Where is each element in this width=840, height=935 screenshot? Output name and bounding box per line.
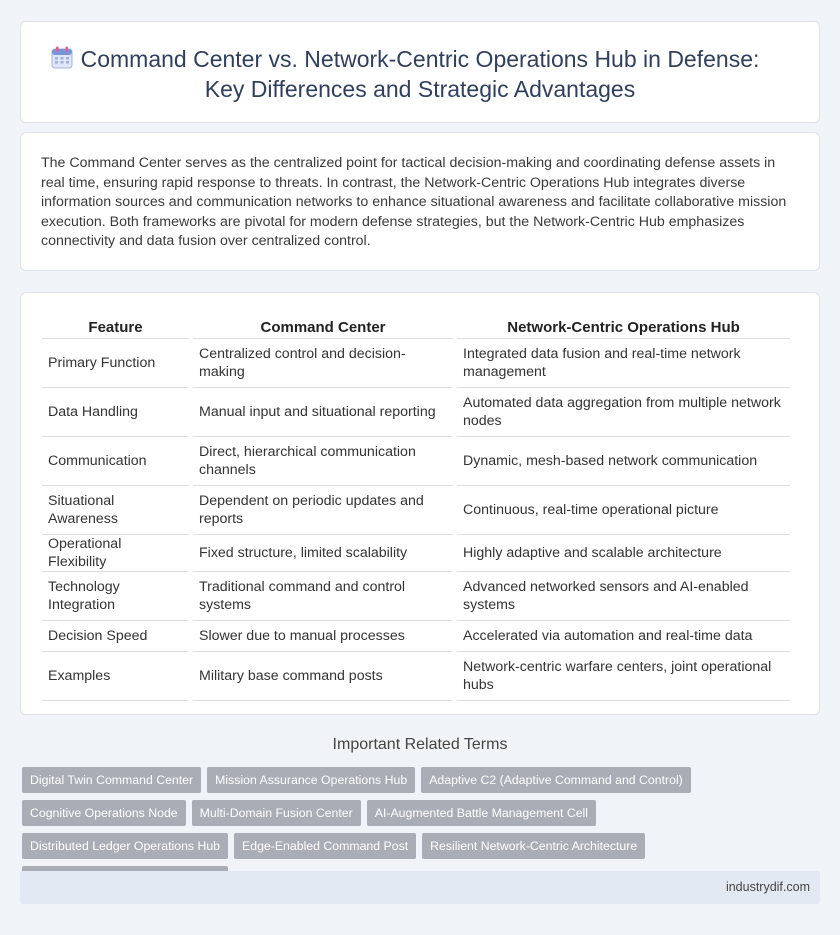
- table-cell-network-hub: Automated data aggregation from multiple network nodes: [457, 388, 790, 437]
- related-term-tag[interactable]: AI-Augmented Battle Management Cell: [367, 800, 596, 826]
- table-row: [42, 535, 790, 572]
- comparison-table-card: [20, 292, 820, 715]
- table-cell-network-hub: Integrated data fusion and real-time network management: [457, 339, 790, 388]
- related-term-tag[interactable]: Adaptive C2 (Adaptive Command and Control): [421, 767, 691, 793]
- table-row: [42, 437, 790, 486]
- header-network-centric-hub: Network-Centric Operations Hub: [457, 315, 790, 339]
- related-terms-title: Important Related Terms: [332, 736, 508, 753]
- table-cell-network-hub: Advanced networked sensors and AI-enabled systems: [457, 572, 790, 621]
- table-row: [42, 621, 790, 652]
- table-row: [42, 572, 790, 621]
- table-row: [42, 486, 790, 535]
- table-cell-feature: Situational Awareness: [42, 486, 189, 535]
- intro-card: [20, 132, 820, 271]
- table-cell-feature: Data Handling: [42, 388, 189, 437]
- related-term-tag[interactable]: Digital Twin Command Center: [22, 767, 201, 793]
- related-term-tag[interactable]: Edge-Enabled Command Post: [234, 833, 416, 859]
- table-cell-command-center: Direct, hierarchical communication channels: [193, 437, 453, 486]
- table-cell-network-hub: Continuous, real-time operational picture: [457, 486, 790, 535]
- intro-paragraph: The Command Center serves as the centralized point for tactical decision-making and coordinating defense assets in real time, ensuring rapid response to threats. In contrast, the Network-Centric Operations Hub integrates diverse information sources and communication networks to enhance situational awareness and facilitate collaborative mission execution. Both frameworks are pivotal for modern defense strategies, but the Network-Centric Hub emphasizes connectivity and data fusion over centralized control.: [41, 155, 787, 250]
- page-title-line-1: Command Center vs. Network-Centric Operations Hub in Defense:: [80, 46, 760, 72]
- related-term-tag[interactable]: Multi-Domain Fusion Center: [192, 800, 361, 826]
- related-term-tag[interactable]: Mission Assurance Operations Hub: [207, 767, 415, 793]
- table-cell-feature: Communication: [42, 437, 189, 486]
- table-cell-feature: Examples: [42, 652, 189, 701]
- table-cell-command-center: Military base command posts: [193, 652, 453, 701]
- table-cell-feature: Operational Flexibility: [42, 535, 189, 572]
- header-command-center: Command Center: [193, 315, 453, 339]
- related-term-tag[interactable]: Resilient Network-Centric Architecture: [422, 833, 645, 859]
- table-cell-command-center: Centralized control and decision-making: [193, 339, 453, 388]
- related-term-tag[interactable]: Cognitive Operations Node: [22, 800, 186, 826]
- table-header-row: [42, 315, 790, 339]
- table-cell-feature: Technology Integration: [42, 572, 189, 621]
- table-cell-network-hub: Network-centric warfare centers, joint operational hubs: [457, 652, 790, 701]
- table-cell-network-hub: Accelerated via automation and real-time data: [457, 621, 790, 652]
- table-row: [42, 339, 790, 388]
- table-row: [42, 388, 790, 437]
- header-feature: Feature: [42, 315, 189, 339]
- table-cell-network-hub: Dynamic, mesh-based network communication: [457, 437, 790, 486]
- footer-site-link[interactable]: industrydif.com: [725, 880, 810, 894]
- table-cell-command-center: Dependent on periodic updates and reports: [193, 486, 453, 535]
- table-cell-command-center: Slower due to manual processes: [193, 621, 453, 652]
- table-cell-command-center: Traditional command and control systems: [193, 572, 453, 621]
- table-row: [42, 652, 790, 701]
- related-term-tag[interactable]: Distributed Ledger Operations Hub: [22, 833, 228, 859]
- page-title-line-2: Key Differences and Strategic Advantages: [204, 76, 636, 102]
- table-cell-network-hub: Highly adaptive and scalable architecture: [457, 535, 790, 572]
- table-cell-command-center: Fixed structure, limited scalability: [193, 535, 453, 572]
- page-title: [21, 44, 819, 104]
- table-cell-command-center: Manual input and situational reporting: [193, 388, 453, 437]
- comparison-table: [38, 315, 794, 701]
- header-card: [20, 21, 820, 123]
- table-cell-feature: Primary Function: [42, 339, 189, 388]
- footer: [20, 871, 820, 904]
- table-cell-feature: Decision Speed: [42, 621, 189, 652]
